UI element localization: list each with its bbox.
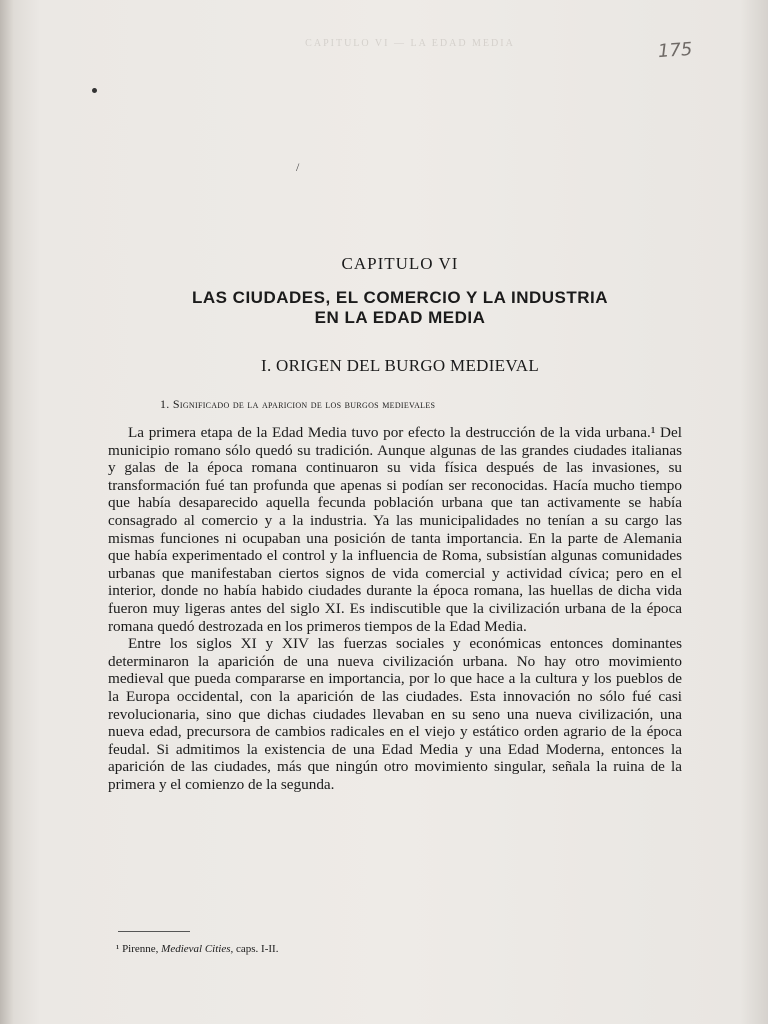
footnote-pages: caps. I-II. <box>236 943 279 955</box>
chapter-heading: CAPITULO VI <box>341 254 459 273</box>
chapter-title <box>110 288 690 328</box>
paragraph: Entre los siglos XI y XIV las fuerzas sociales y económicas entonces dominantes determinaron la aparición de una nueva civilización urbana. No hay otro movimiento medieval que pueda compararse en importancia, por lo que hace a la cultura y los pueblos de la Europa occidental, con la aparición de las ciudades. Esta innovación no sólo fué casi revolucionaria, sino que dichas ciudades llevaban en su seno una nueva civilización, una nueva edad, precursora de cambios radicales en el viejo y estático orden agrario de la época feudal. Si admitimos la existencia de una Edad Media y una Edad Moderna, entonces la aparición de las ciudades, más que ningún otro movimiento singular, señala la ruina de la primera y el comienzo de la segunda. <box>108 635 682 793</box>
ink-speck <box>92 88 97 93</box>
page-binding-edge <box>0 0 14 1024</box>
footnote-rule <box>118 931 190 932</box>
handwritten-page-number: 175 <box>657 38 694 63</box>
section-heading: I. ORIGEN DEL BURGO MEDIEVAL <box>260 356 540 375</box>
bleed-through-header: CAPITULO VI — LA EDAD MEDIA <box>305 38 515 49</box>
pencil-mark: / <box>296 160 300 174</box>
chapter-title-line-2: EN LA EDAD MEDIA <box>314 308 486 327</box>
footnote <box>116 943 516 955</box>
subsection-heading: 1. Significado de la aparicion de los burgos medievales <box>160 397 436 411</box>
footnote-work: Medieval Cities, <box>161 943 234 955</box>
footnote-author: Pirenne, <box>122 943 159 955</box>
footnote-marker: ¹ <box>116 943 120 955</box>
paragraph: La primera etapa de la Edad Media tuvo por efecto la destrucción de la vida urbana.¹ Del municipio romano sólo quedó su tradición. Aunque algunas de las grandes ciudades italianas y galas de la época romana continuaron su vida física después de las invasiones, su transformación fué tan profunda que apenas si podían ser reconocidas. Hacía mucho tiempo que había desaparecido aquella fecunda población urbana que tan activamente se había consagrado al comercio y a la industria. Ya las municipalidades no tenían a su cargo las mismas funciones ni ocupaban una posición de tanta importancia. En la parte de Alemania que había experimentado el control y la influencia de Roma, subsistían algunas comunidades urbanas que manifestaban ciertos signos de vida comercial y actividad cívica; pero en el interior, donde no había habido ciudades durante la época romana, las huellas de dicha vida fueron muy ligeras antes del siglo XI. Es indiscutible que la civilización urbana de la época romana quedó destrozada en los primeros tiempos de la Edad Media. <box>108 424 682 635</box>
body-text <box>108 424 682 793</box>
chapter-title-line-1: LAS CIUDADES, EL COMERCIO Y LA INDUSTRIA <box>191 288 609 307</box>
